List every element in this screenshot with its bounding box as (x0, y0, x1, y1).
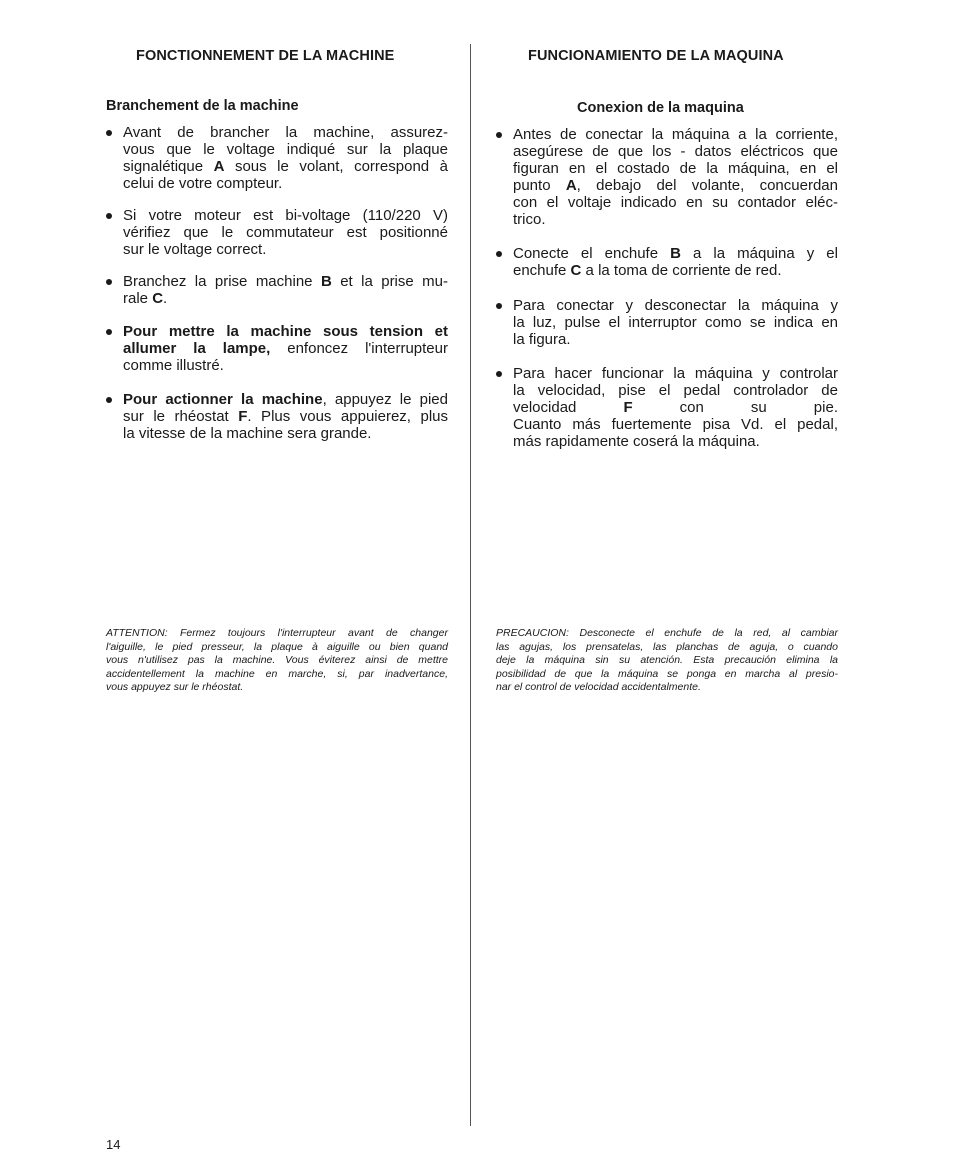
note-line: ATTENTION: Fermez toujours l'interrupteur avant de changer (106, 627, 448, 639)
text-line: más rapidamente coserá la máquina. (513, 433, 760, 450)
bullet-icon (106, 124, 112, 136)
text-line: rale C. (123, 290, 168, 307)
text-line: vous que le voltage indiqué sur la plaque (123, 141, 448, 158)
left-subheading: Branchement de la machine (106, 98, 299, 114)
item-text (513, 245, 838, 279)
text-line: Cuanto más fuertemente pisa Vd. el pedal, (513, 416, 838, 433)
text-line: comme illustré. (123, 357, 224, 374)
item-text (123, 391, 448, 442)
item-text (513, 297, 838, 348)
text-line: asegúrese de que los - datos eléctricos que (513, 143, 838, 160)
bullet-icon (496, 126, 502, 138)
bullet-icon (496, 245, 502, 257)
text-line: Pour mettre la machine sous tension et (123, 323, 448, 340)
text-line: velocidad F con su pie. (513, 399, 838, 416)
text-line: enchufe C a la toma de corriente de red. (513, 262, 782, 279)
note-line: vous n'utilisez pas la machine. Vous éviterez ainsi de mettre (106, 654, 448, 667)
note-line: las agujas, los prensatelas, las planchas de aguja, o cuando (496, 640, 838, 653)
text-line: la figura. (513, 331, 571, 348)
left-item-3 (106, 273, 448, 307)
right-precaution-note (496, 627, 838, 695)
right-item-3 (496, 297, 838, 348)
text-line: Antes de conectar la máquina a la corriente, (513, 126, 838, 143)
text-line: signalétique A sous le volant, correspond à (123, 158, 448, 175)
note-line: PRECAUCION: Desconecte el enchufe de la red, al cambiar (496, 627, 838, 639)
item-text (513, 126, 838, 228)
text-line: figuran en el costado de la máquina, en el (513, 160, 838, 177)
left-attention-note (106, 627, 448, 695)
bullet-icon (106, 391, 112, 403)
right-item-4 (496, 365, 838, 450)
bullet-icon (106, 207, 112, 219)
left-heading: FONCTIONNEMENT DE LA MACHINE (136, 48, 395, 64)
right-item-1 (496, 126, 838, 228)
text-line: la velocidad, pise el pedal controlador de (513, 382, 838, 399)
text-line: Branchez la prise machine B et la prise mu- (123, 273, 448, 290)
note-line: vous appuyez sur le rhéostat. (106, 681, 244, 694)
text-line: Para conectar y desconectar la máquina y (513, 297, 838, 314)
item-text (513, 365, 838, 450)
right-heading: FUNCIONAMIENTO DE LA MAQUINA (528, 48, 784, 64)
text-line: la luz, pulse el interruptor como se indica en (513, 314, 838, 331)
left-item-1 (106, 124, 448, 192)
right-subheading: Conexion de la maquina (577, 100, 744, 116)
text-line: celui de votre compteur. (123, 175, 283, 192)
item-text (123, 323, 448, 374)
item-text (123, 273, 448, 307)
text-line: vérifiez que le commutateur est positionné (123, 224, 448, 241)
column-divider (470, 44, 471, 1126)
text-line: Conecte el enchufe B a la máquina y el (513, 245, 838, 262)
text-line: Para hacer funcionar la máquina y controlar (513, 365, 838, 382)
text-line: sur le rhéostat F. Plus vous appuierez, plus (123, 408, 448, 425)
text-line: punto A, debajo del volante, concuerdan (513, 177, 838, 194)
text-line: Si votre moteur est bi-voltage (110/220 V) (123, 207, 448, 224)
text-line: trico. (513, 211, 546, 228)
text-line: Avant de brancher la machine, assurez- (123, 124, 448, 141)
note-line: nar el control de velocidad accidentalmente. (496, 681, 701, 694)
left-item-2 (106, 207, 448, 258)
bullet-icon (106, 273, 112, 285)
left-item-4 (106, 323, 448, 374)
bullet-icon (496, 365, 502, 377)
note-line: deje la máquina sin su atención. Esta precaución elimina la (496, 654, 838, 667)
item-text (123, 207, 448, 258)
bullet-icon (106, 323, 112, 335)
item-text (123, 124, 448, 192)
page-number: 14 (106, 1137, 121, 1152)
note-line: accidentellement la machine en marche, si, par inadvertance, (106, 667, 448, 680)
left-item-5 (106, 391, 448, 442)
text-line: allumer la lampe, enfoncez l'interrupteur (123, 340, 448, 357)
bullet-icon (496, 297, 502, 309)
text-line: sur le voltage correct. (123, 241, 267, 258)
text-line: Pour actionner la machine, appuyez le pied (123, 391, 448, 408)
note-line: l'aiguille, le pied presseur, la plaque à aiguille ou bien quand (106, 640, 448, 653)
right-item-2 (496, 245, 838, 279)
note-line: posibilidad de que la máquina se ponga en marcha al presio- (496, 667, 838, 680)
text-line: la vitesse de la machine sera grande. (123, 425, 372, 442)
text-line: con el voltaje indicado en su contador eléc- (513, 194, 838, 211)
